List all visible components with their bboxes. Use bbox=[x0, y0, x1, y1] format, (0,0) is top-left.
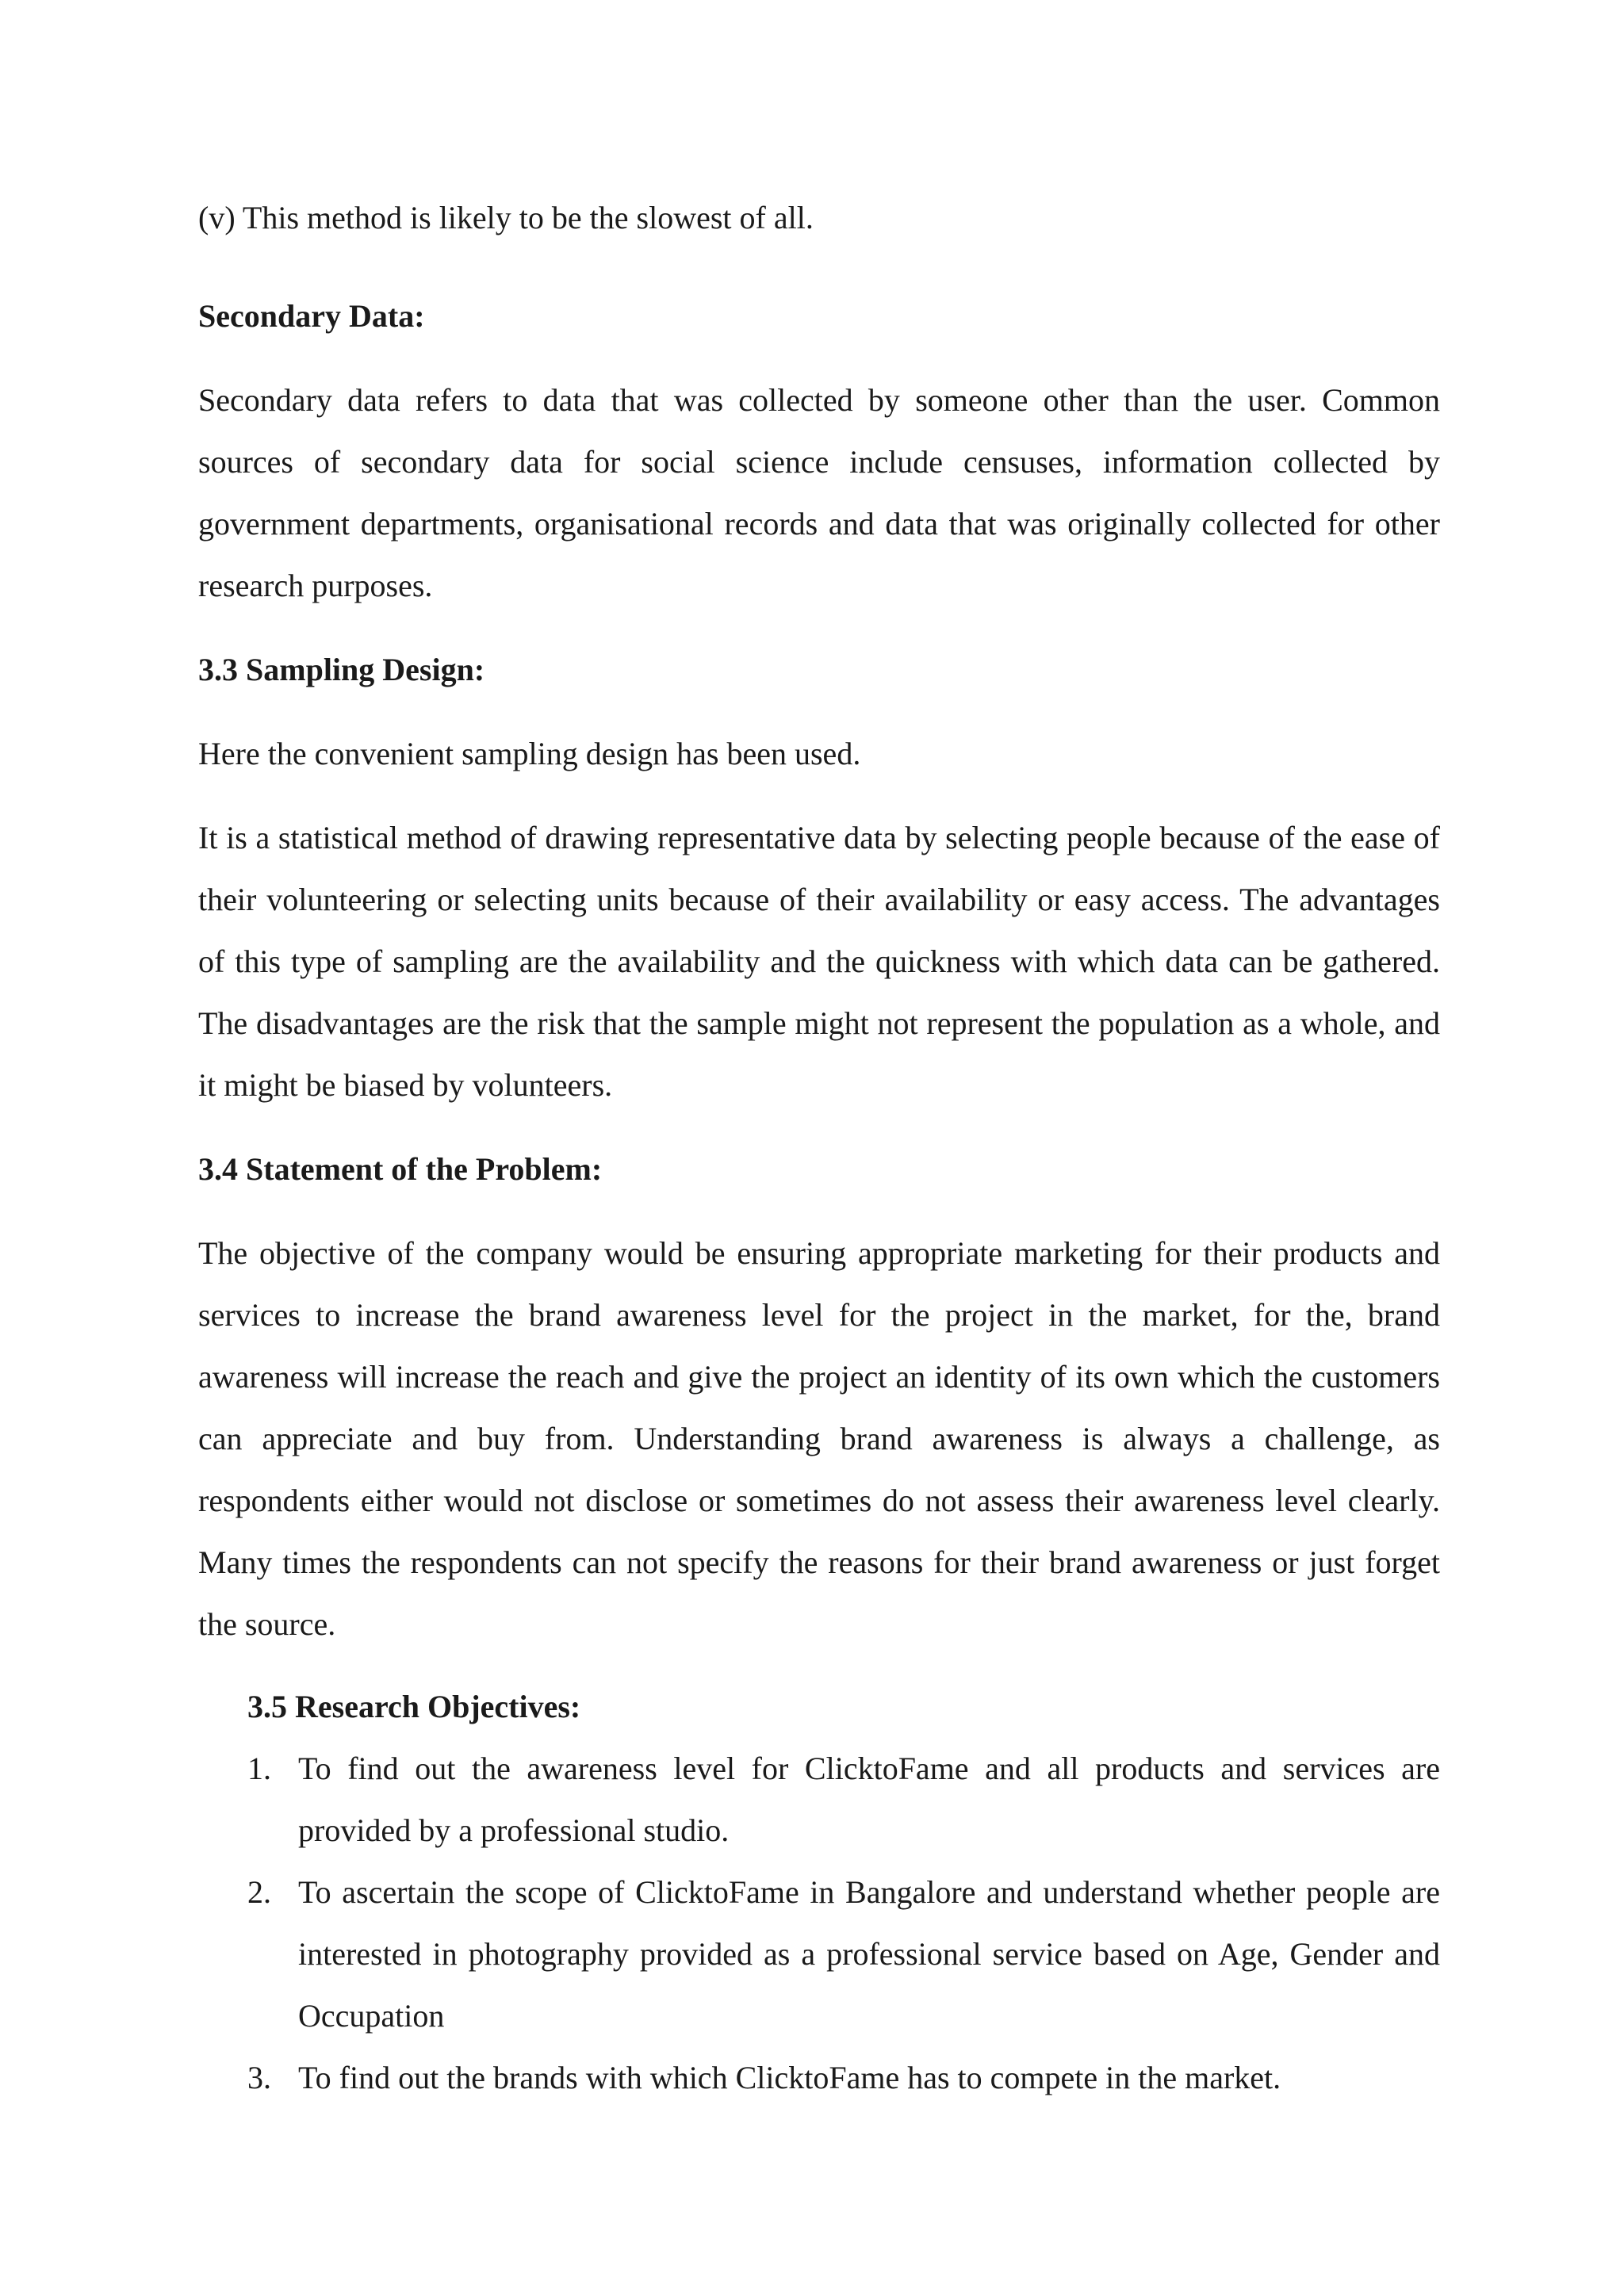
list-item bbox=[198, 2047, 1440, 2109]
list-item bbox=[198, 1738, 1440, 1862]
sampling-design-heading: 3.3 Sampling Design: bbox=[198, 652, 485, 687]
list-item bbox=[198, 1862, 1440, 2047]
research-objectives-list bbox=[198, 1738, 1440, 2109]
sampling-design-paragraph: It is a statistical method of drawing representative data by selecting people because of the ease of their volunteering or selecting units because of their availability or easy access. The advantages of this type of sampling are the availability and the quickness with which data can be gathered. The disadvantages are the risk that the sample might not represent the population as a whole, and it might be biased by volunteers. bbox=[198, 820, 1440, 1103]
secondary-data-heading: Secondary Data: bbox=[198, 298, 425, 334]
list-item-number: 2. bbox=[247, 1874, 271, 1910]
problem-statement-paragraph: The objective of the company would be ensuring appropriate marketing for their products and services to increase the brand awareness level for the project in the market, for the, brand awareness will increase the reach and give the project an identity of its own which the customers can appreciate and buy from. Understanding brand awareness is always a challenge, as respondents either would not disclose or sometimes do not assess their awareness level clearly. Many times the respondents can not specify the reasons for their brand awareness or just forget the source. bbox=[198, 1235, 1440, 1642]
page-content bbox=[198, 187, 1440, 2109]
list-item-text: To find out the brands with which ClicktoFame has to compete in the market. bbox=[298, 2060, 1281, 2095]
problem-statement-heading: 3.4 Statement of the Problem: bbox=[198, 1151, 603, 1187]
list-item-text: To find out the awareness level for ClicktoFame and all products and services are provided by a professional studio. bbox=[298, 1751, 1440, 1848]
research-objectives-heading: 3.5 Research Objectives: bbox=[247, 1689, 581, 1724]
list-item-number: 1. bbox=[247, 1751, 271, 1786]
intro-line: (v) This method is likely to be the slowest of all. bbox=[198, 200, 814, 235]
list-item-number: 3. bbox=[247, 2060, 271, 2095]
sampling-design-intro: Here the convenient sampling design has been used. bbox=[198, 736, 861, 771]
secondary-data-paragraph: Secondary data refers to data that was collected by someone other than the user. Common sources of secondary data for social science include censuses, information collected by government departments, organisational records and data that was originally collected for other research purposes. bbox=[198, 382, 1440, 603]
list-item-text: To ascertain the scope of ClicktoFame in Bangalore and understand whether people are interested in photography provided as a professional service based on Age, Gender and Occupation bbox=[298, 1874, 1440, 2034]
